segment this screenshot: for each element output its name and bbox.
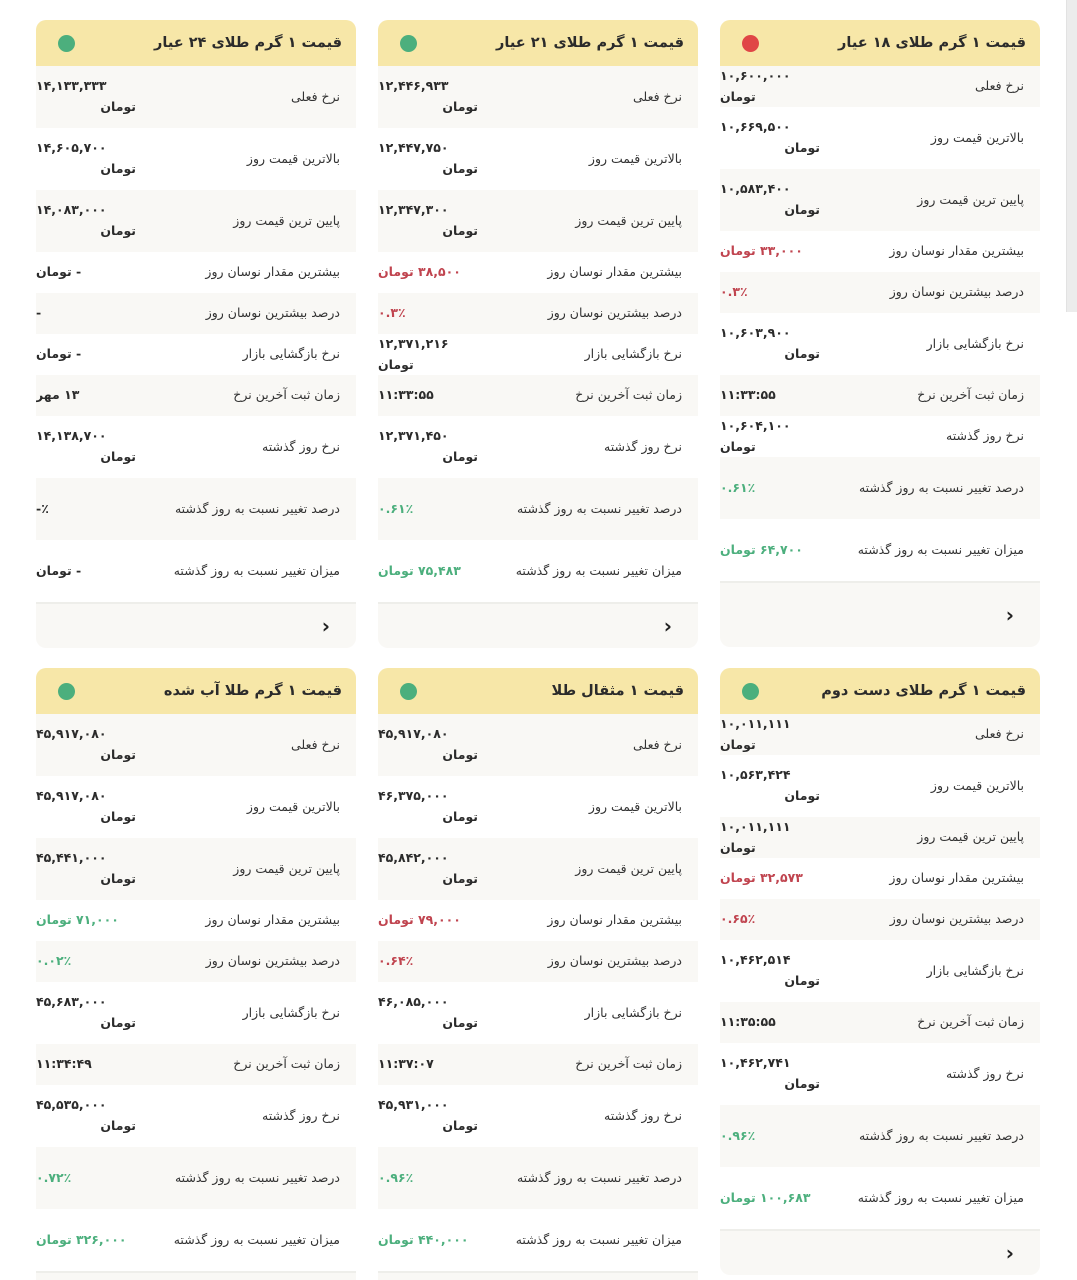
row-label: بالاترین قیمت روز — [246, 150, 340, 166]
row-change-pct — [378, 1147, 698, 1209]
row-label: میزان تغییر نسبت به روز گذشته — [515, 1231, 682, 1247]
row-value: ۰.۰۲٪ — [36, 953, 72, 969]
row-value: ۱۱:۳۳:۵۵ — [720, 387, 776, 403]
card-header — [378, 668, 698, 714]
card-footer — [36, 1271, 356, 1280]
row-value: ۱۰۰,۶۸۳ تومان — [720, 1189, 811, 1205]
card-title: قیمت ۱ گرم طلای ۱۸ عیار — [838, 35, 1026, 51]
row-max-swing-pct — [378, 941, 698, 982]
row-value: ۰.۶۱٪ — [720, 479, 756, 495]
row-value: ۱۱:۳۴:۴۹ — [36, 1056, 92, 1072]
row-label: نرخ بازگشایی بازار — [584, 1004, 682, 1020]
row-label: درصد تغییر نسبت به روز گذشته — [174, 1169, 340, 1185]
row-value: ۱۴,۰۸۳,۰۰۰ تومان — [36, 202, 136, 238]
row-current — [378, 714, 698, 776]
row-label: نرخ فعلی — [975, 726, 1024, 742]
row-value: - تومان — [36, 562, 82, 578]
row-value: ۴۵,۸۴۲,۰۰۰ تومان — [378, 850, 478, 886]
row-value: - تومان — [36, 264, 82, 280]
row-value: ۰.۷۲٪ — [36, 1169, 72, 1185]
row-value: ۰.۳٪ — [378, 305, 406, 321]
row-value: ۱۱:۳۵:۵۵ — [720, 1014, 776, 1030]
row-label: درصد تغییر نسبت به روز گذشته — [174, 500, 340, 516]
row-value: ۱۳ مهر — [36, 387, 80, 403]
row-value: ۳۳,۰۰۰ تومان — [720, 243, 803, 259]
row-label: بالاترین قیمت روز — [930, 777, 1024, 793]
row-high — [720, 755, 1040, 817]
row-label: زمان ثبت آخرین نرخ — [575, 387, 682, 403]
row-label: زمان ثبت آخرین نرخ — [233, 1056, 340, 1072]
row-value: ۳۲,۵۷۳ تومان — [720, 870, 803, 886]
row-label: درصد بیشترین نوسان روز — [889, 911, 1024, 927]
row-open — [36, 334, 356, 375]
row-label: نرخ بازگشایی بازار — [242, 346, 340, 362]
row-label: بالاترین قیمت روز — [588, 798, 682, 814]
row-label: بیشترین مقدار نوسان روز — [889, 870, 1024, 886]
row-label: میزان تغییر نسبت به روز گذشته — [857, 541, 1024, 557]
row-value: ۷۹,۰۰۰ تومان — [378, 912, 461, 928]
row-label: نرخ بازگشایی بازار — [584, 346, 682, 362]
row-label: بالاترین قیمت روز — [246, 798, 340, 814]
row-value: - — [36, 305, 42, 321]
row-value: ۱۰,۰۱۱,۱۱۱ تومان — [720, 715, 791, 752]
row-label: میزان تغییر نسبت به روز گذشته — [173, 562, 340, 578]
row-low — [378, 190, 698, 252]
row-high — [36, 776, 356, 838]
row-value: ۴۵,۵۳۵,۰۰۰ تومان — [36, 1097, 136, 1133]
row-value: ۱۰,۴۶۲,۵۱۴ تومان — [720, 952, 820, 988]
row-label: درصد تغییر نسبت به روز گذشته — [516, 500, 682, 516]
card-title: قیمت ۱ مثقال طلا — [551, 683, 684, 699]
row-label: نرخ روز گذشته — [262, 438, 340, 454]
row-label: میزان تغییر نسبت به روز گذشته — [515, 562, 682, 578]
row-label: بالاترین قیمت روز — [930, 129, 1024, 145]
row-yesterday — [36, 416, 356, 478]
row-value: ۱۲,۳۷۱,۲۱۶ تومان — [378, 335, 449, 372]
row-label: بیشترین مقدار نوسان روز — [547, 912, 682, 928]
row-open — [720, 940, 1040, 1002]
row-value: ۰.۹۶٪ — [378, 1169, 414, 1185]
row-label: درصد تغییر نسبت به روز گذشته — [858, 1127, 1024, 1143]
row-current — [720, 66, 1040, 107]
row-label: پایین ترین قیمت روز — [917, 191, 1024, 207]
row-max-swing — [720, 858, 1040, 899]
page-scrollbar[interactable] — [1066, 0, 1077, 312]
row-value: ۴۶,۳۷۵,۰۰۰ تومان — [378, 788, 478, 824]
row-yesterday — [36, 1085, 356, 1147]
row-current — [36, 66, 356, 128]
row-value: ۴۶,۰۸۵,۰۰۰ تومان — [378, 994, 478, 1030]
row-label: زمان ثبت آخرین نرخ — [233, 387, 340, 403]
row-label: نرخ فعلی — [633, 88, 682, 104]
row-label: درصد بیشترین نوسان روز — [205, 953, 340, 969]
row-max-swing-pct — [378, 293, 698, 334]
row-low — [720, 817, 1040, 858]
row-low — [36, 190, 356, 252]
status-up-dot-icon — [58, 35, 75, 52]
row-value: ۱۴,۱۳۸,۷۰۰ تومان — [36, 428, 136, 464]
card-footer — [378, 602, 698, 648]
row-last-time — [36, 1044, 356, 1085]
row-change-pct — [720, 1105, 1040, 1167]
row-value: ۰.۶۴٪ — [378, 953, 414, 969]
row-value: ۱۰,۶۰۳,۹۰۰ تومان — [720, 325, 820, 361]
row-value: ۶۴,۷۰۰ تومان — [720, 541, 803, 557]
row-value: ۴۵,۹۳۱,۰۰۰ تومان — [378, 1097, 478, 1133]
row-change-pct — [36, 1147, 356, 1209]
row-value: ۱۲,۳۷۱,۴۵۰ تومان — [378, 428, 478, 464]
row-value: ۴۵,۶۸۳,۰۰۰ تومان — [36, 994, 136, 1030]
row-current — [720, 714, 1040, 755]
chevron-left-icon[interactable]: ‹ — [1005, 603, 1014, 627]
row-high — [378, 776, 698, 838]
row-value: ۱۰,۶۶۹,۵۰۰ تومان — [720, 119, 820, 155]
chevron-left-icon[interactable]: ‹ — [663, 614, 672, 638]
card-gold-mesghal — [378, 668, 698, 1280]
row-value: ۱۲,۴۴۶,۹۳۳ تومان — [378, 78, 478, 114]
row-label: نرخ فعلی — [633, 736, 682, 752]
row-value: ۱۴,۱۳۳,۳۳۳ تومان — [36, 78, 136, 114]
row-low — [378, 838, 698, 900]
row-value: ۳۲۶,۰۰۰ تومان — [36, 1231, 127, 1247]
card-title: قیمت ۱ گرم طلای ۲۱ عیار — [496, 35, 684, 51]
row-label: پایین ترین قیمت روز — [575, 860, 682, 876]
row-max-swing — [36, 252, 356, 293]
card-gold-18k — [720, 20, 1040, 647]
row-label: بالاترین قیمت روز — [588, 150, 682, 166]
row-value: ۱۰,۴۶۲,۷۴۱ تومان — [720, 1055, 820, 1091]
row-value: ۱۱:۳۷:۰۷ — [378, 1056, 434, 1072]
row-label: نرخ بازگشایی بازار — [926, 335, 1024, 351]
row-value: ۰.۹۶٪ — [720, 1127, 756, 1143]
row-value: ۱۰,۰۱۱,۱۱۱ تومان — [720, 818, 791, 855]
row-value: ۷۵,۴۸۳ تومان — [378, 562, 461, 578]
card-header — [378, 20, 698, 66]
row-label: پایین ترین قیمت روز — [233, 860, 340, 876]
card-title: قیمت ۱ گرم طلای دست دوم — [821, 683, 1026, 699]
row-yesterday — [720, 1043, 1040, 1105]
card-footer — [720, 1229, 1040, 1275]
status-up-dot-icon — [400, 35, 417, 52]
row-open — [36, 982, 356, 1044]
row-value: ٪- — [36, 500, 49, 516]
card-gold-21k — [378, 20, 698, 648]
card-gold-second-hand — [720, 668, 1040, 1275]
card-footer — [378, 1271, 698, 1280]
row-value: ۴۴۰,۰۰۰ تومان — [378, 1231, 469, 1247]
row-high — [378, 128, 698, 190]
row-value: ۰.۳٪ — [720, 284, 748, 300]
row-value: ۱۰,۵۸۳,۴۰۰ تومان — [720, 181, 820, 217]
row-max-swing-pct — [720, 899, 1040, 940]
row-label: درصد بیشترین نوسان روز — [547, 305, 682, 321]
card-gold-24k — [36, 20, 356, 648]
row-label: بیشترین مقدار نوسان روز — [889, 243, 1024, 259]
row-value: ۴۵,۴۴۱,۰۰۰ تومان — [36, 850, 136, 886]
row-value: ۴۵,۹۱۷,۰۸۰ تومان — [36, 726, 136, 762]
row-change-amt — [36, 1209, 356, 1271]
row-yesterday — [720, 416, 1040, 457]
row-change-pct — [720, 457, 1040, 519]
status-up-dot-icon — [58, 683, 75, 700]
chevron-left-icon[interactable]: ‹ — [321, 614, 330, 638]
card-header — [36, 20, 356, 66]
card-footer — [720, 581, 1040, 647]
row-max-swing — [378, 252, 698, 293]
row-last-time — [720, 1002, 1040, 1043]
row-low — [36, 838, 356, 900]
row-max-swing — [720, 231, 1040, 272]
status-up-dot-icon — [400, 683, 417, 700]
row-value: ۰.۶۱٪ — [378, 500, 414, 516]
row-label: زمان ثبت آخرین نرخ — [917, 1014, 1024, 1030]
row-value: ۱۰,۵۶۳,۴۲۴ تومان — [720, 767, 820, 803]
row-yesterday — [378, 416, 698, 478]
row-value: ۱۲,۳۴۷,۳۰۰ تومان — [378, 202, 478, 238]
row-value: ۳۸,۵۰۰ تومان — [378, 264, 461, 280]
row-max-swing — [36, 900, 356, 941]
row-value: ۰.۶۵٪ — [720, 911, 756, 927]
row-open — [720, 313, 1040, 375]
row-last-time — [378, 1044, 698, 1085]
row-label: نرخ روز گذشته — [946, 428, 1024, 444]
row-value: ۴۵,۹۱۷,۰۸۰ تومان — [378, 726, 478, 762]
row-high — [36, 128, 356, 190]
row-label: درصد بیشترین نوسان روز — [205, 305, 340, 321]
row-change-pct — [378, 478, 698, 540]
card-header — [720, 668, 1040, 714]
row-label: نرخ روز گذشته — [604, 438, 682, 454]
row-label: نرخ روز گذشته — [604, 1107, 682, 1123]
row-label: میزان تغییر نسبت به روز گذشته — [857, 1189, 1024, 1205]
row-label: زمان ثبت آخرین نرخ — [917, 387, 1024, 403]
card-header — [720, 20, 1040, 66]
row-value: ۱۰,۶۰۰,۰۰۰ تومان — [720, 67, 791, 104]
card-footer — [36, 602, 356, 648]
row-label: نرخ بازگشایی بازار — [242, 1004, 340, 1020]
row-open — [378, 334, 698, 375]
card-header — [36, 668, 356, 714]
row-label: بیشترین مقدار نوسان روز — [547, 264, 682, 280]
row-change-amt — [378, 540, 698, 602]
row-open — [378, 982, 698, 1044]
row-value: ۷۱,۰۰۰ تومان — [36, 912, 119, 928]
row-label: پایین ترین قیمت روز — [575, 212, 682, 228]
row-change-amt — [36, 540, 356, 602]
card-title: قیمت ۱ گرم طلای ۲۴ عیار — [154, 35, 342, 51]
row-label: نرخ روز گذشته — [262, 1107, 340, 1123]
row-label: بیشترین مقدار نوسان روز — [205, 912, 340, 928]
row-label: زمان ثبت آخرین نرخ — [575, 1056, 682, 1072]
row-change-amt — [378, 1209, 698, 1271]
card-gold-melted — [36, 668, 356, 1280]
row-label: درصد بیشترین نوسان روز — [547, 953, 682, 969]
row-label: نرخ روز گذشته — [946, 1065, 1024, 1081]
row-last-time — [378, 375, 698, 416]
row-label: نرخ فعلی — [291, 736, 340, 752]
row-value: ۱۰,۶۰۴,۱۰۰ تومان — [720, 417, 791, 454]
row-high — [720, 107, 1040, 169]
row-label: پایین ترین قیمت روز — [233, 212, 340, 228]
row-label: نرخ بازگشایی بازار — [926, 962, 1024, 978]
row-label: پایین ترین قیمت روز — [917, 829, 1024, 845]
row-label: درصد تغییر نسبت به روز گذشته — [858, 479, 1024, 495]
row-label: نرخ فعلی — [975, 78, 1024, 94]
row-change-pct — [36, 478, 356, 540]
row-label: میزان تغییر نسبت به روز گذشته — [173, 1231, 340, 1247]
row-value: ۱۲,۴۴۷,۷۵۰ تومان — [378, 140, 478, 176]
row-low — [720, 169, 1040, 231]
row-max-swing-pct — [720, 272, 1040, 313]
row-max-swing-pct — [36, 293, 356, 334]
row-max-swing-pct — [36, 941, 356, 982]
row-label: نرخ فعلی — [291, 88, 340, 104]
row-label: درصد بیشترین نوسان روز — [889, 284, 1024, 300]
row-yesterday — [378, 1085, 698, 1147]
status-up-dot-icon — [742, 683, 759, 700]
row-value: ۴۵,۹۱۷,۰۸۰ تومان — [36, 788, 136, 824]
row-max-swing — [378, 900, 698, 941]
row-value: ۱۱:۳۳:۵۵ — [378, 387, 434, 403]
row-last-time — [720, 375, 1040, 416]
row-current — [378, 66, 698, 128]
status-down-dot-icon — [742, 35, 759, 52]
chevron-left-icon[interactable]: ‹ — [1005, 1241, 1014, 1265]
row-label: درصد تغییر نسبت به روز گذشته — [516, 1169, 682, 1185]
row-label: بیشترین مقدار نوسان روز — [205, 264, 340, 280]
row-last-time — [36, 375, 356, 416]
row-value: ۱۴,۶۰۵,۷۰۰ تومان — [36, 140, 136, 176]
row-value: - تومان — [36, 346, 82, 362]
row-change-amt — [720, 1167, 1040, 1229]
row-current — [36, 714, 356, 776]
card-title: قیمت ۱ گرم طلا آب شده — [163, 683, 342, 699]
row-change-amt — [720, 519, 1040, 581]
